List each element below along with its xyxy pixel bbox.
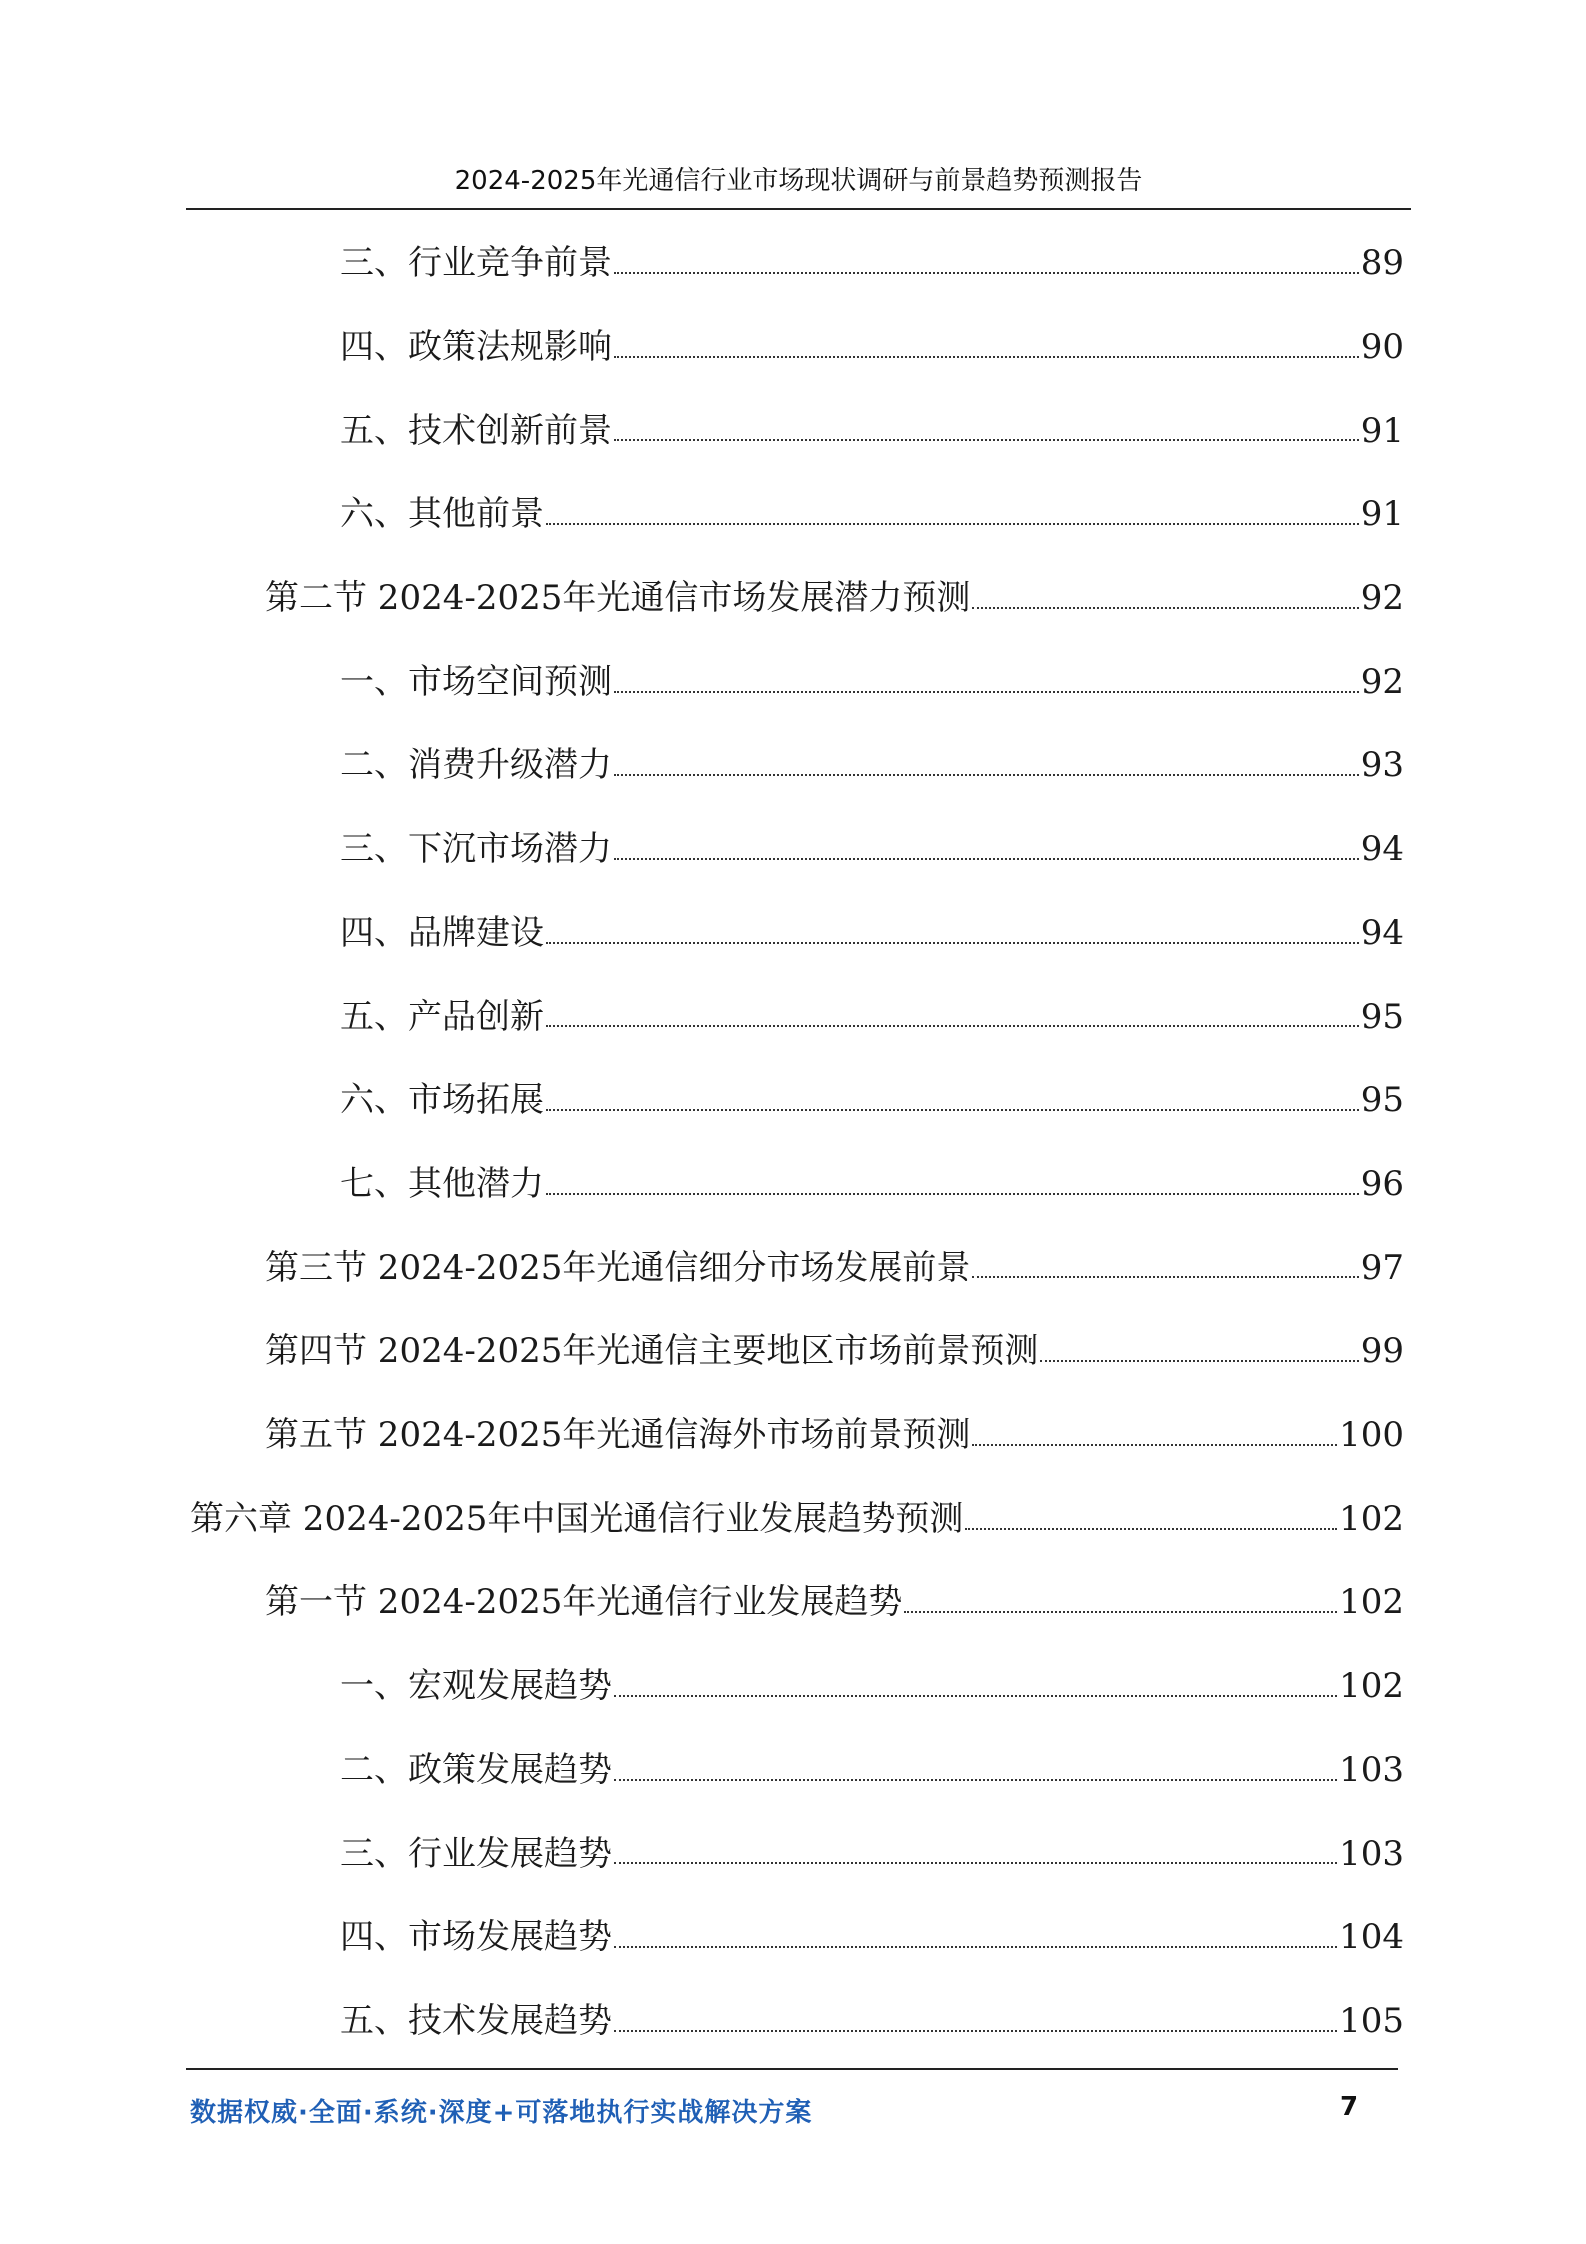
footer-page-number: 7 xyxy=(1340,2092,1359,2122)
toc-entry-page-number: 104 xyxy=(1339,1917,1404,1958)
toc-entry[interactable] xyxy=(340,1908,1404,1958)
toc-entry-label: 六、其他前景 xyxy=(340,494,544,535)
toc-entry-label: 第五节 2024-2025年光通信海外市场前景预测 xyxy=(265,1415,971,1455)
toc-entry-label: 五、技术发展趋势 xyxy=(340,2000,612,2041)
toc-entry[interactable] xyxy=(265,1573,1404,1623)
toc-dot-leader xyxy=(972,607,1358,609)
toc-entry-page-number: 94 xyxy=(1360,912,1404,953)
toc-entry-label: 第四节 2024-2025年光通信主要地区市场前景预测 xyxy=(265,1331,1039,1372)
toc-entry-label: 六、市场拓展 xyxy=(340,1080,544,1121)
toc-entry-page-number: 95 xyxy=(1360,996,1404,1037)
toc-entry[interactable] xyxy=(340,987,1404,1037)
toc-dot-leader xyxy=(614,1946,1337,1948)
toc-dot-leader xyxy=(972,1276,1358,1278)
toc-dot-leader xyxy=(614,1695,1337,1697)
toc-entry[interactable] xyxy=(340,736,1404,786)
toc-dot-leader xyxy=(546,1025,1359,1027)
toc-dot-leader xyxy=(614,1779,1337,1781)
toc-entry-page-number: 92 xyxy=(1360,578,1404,618)
toc-entry-label: 一、宏观发展趋势 xyxy=(340,1666,612,1707)
toc-dot-leader xyxy=(614,858,1359,860)
toc-entry-page-number: 94 xyxy=(1360,829,1404,870)
toc-entry[interactable] xyxy=(340,1657,1404,1707)
toc-entry[interactable] xyxy=(340,904,1404,954)
toc-entry[interactable] xyxy=(340,820,1404,870)
toc-entry-label: 第二节 2024-2025年光通信市场发展潜力预测 xyxy=(265,578,971,618)
toc-entry[interactable] xyxy=(340,234,1404,284)
toc-dot-leader xyxy=(904,1611,1337,1613)
toc-entry-label: 第三节 2024-2025年光通信细分市场发展前景 xyxy=(265,1247,971,1288)
toc-dot-leader xyxy=(972,1444,1337,1446)
toc-entry-label: 四、市场发展趋势 xyxy=(340,1917,612,1958)
toc-entry-label: 一、市场空间预测 xyxy=(340,661,612,702)
toc-entry-label: 第一节 2024-2025年光通信行业发展趋势 xyxy=(265,1582,903,1623)
toc-entry[interactable] xyxy=(340,401,1404,451)
toc-entry-page-number: 99 xyxy=(1360,1331,1404,1372)
toc-entry-page-number: 91 xyxy=(1360,410,1404,451)
toc-dot-leader xyxy=(1040,1360,1358,1362)
toc-entry-page-number: 102 xyxy=(1339,1498,1404,1539)
toc-entry[interactable] xyxy=(340,653,1404,703)
toc-dot-leader xyxy=(546,1109,1359,1111)
toc-entry-label: 三、下沉市场潜力 xyxy=(340,829,612,870)
toc-dot-leader xyxy=(614,774,1359,776)
toc-entry[interactable] xyxy=(265,1322,1404,1372)
toc-entry-page-number: 92 xyxy=(1360,661,1404,702)
toc-dot-leader xyxy=(965,1528,1337,1530)
toc-entry-page-number: 103 xyxy=(1339,1749,1404,1790)
toc-entry-page-number: 89 xyxy=(1360,243,1404,284)
footer-slogan: 数据权威·全面·系统·深度+可落地执行实战解决方案 xyxy=(190,2098,813,2128)
toc-dot-leader xyxy=(546,523,1359,525)
toc-entry-label: 七、其他潜力 xyxy=(340,1163,544,1204)
toc-entry-page-number: 96 xyxy=(1360,1163,1404,1204)
toc-entry-label: 五、技术创新前景 xyxy=(340,410,612,451)
toc-entry-label: 二、消费升级潜力 xyxy=(340,745,612,786)
toc-entry-label: 四、品牌建设 xyxy=(340,912,544,953)
toc-entry[interactable] xyxy=(340,1741,1404,1791)
toc-dot-leader xyxy=(614,272,1359,274)
toc-entry-label: 三、行业竞争前景 xyxy=(340,243,612,284)
toc-dot-leader xyxy=(614,1862,1337,1864)
toc-entry-page-number: 97 xyxy=(1360,1247,1404,1288)
toc-dot-leader xyxy=(546,942,1359,944)
toc-dot-leader xyxy=(614,356,1359,358)
toc-entry[interactable] xyxy=(340,1071,1404,1121)
toc-entry[interactable] xyxy=(340,1155,1404,1205)
toc-entry-label: 二、政策发展趋势 xyxy=(340,1749,612,1790)
toc-entry-label: 三、行业发展趋势 xyxy=(340,1833,612,1874)
toc-entry[interactable] xyxy=(265,569,1404,619)
toc-entry[interactable] xyxy=(265,1406,1404,1456)
toc-entry[interactable] xyxy=(340,1992,1404,2042)
toc-entry-page-number: 102 xyxy=(1339,1666,1404,1707)
toc-dot-leader xyxy=(546,1193,1359,1195)
toc-entry[interactable] xyxy=(340,318,1404,368)
toc-entry[interactable] xyxy=(340,1824,1404,1874)
toc-dot-leader xyxy=(614,439,1359,441)
toc-entry-page-number: 100 xyxy=(1339,1415,1404,1455)
toc-entry[interactable] xyxy=(265,1238,1404,1288)
toc-entry[interactable] xyxy=(190,1490,1404,1540)
page-header-title: 2024-2025年光通信行业市场现状调研与前景趋势预测报告 xyxy=(454,166,1143,196)
toc-entry-label: 四、政策法规影响 xyxy=(340,326,612,367)
toc-entry-page-number: 90 xyxy=(1360,326,1404,367)
toc-dot-leader xyxy=(614,2030,1337,2032)
header-divider xyxy=(186,208,1411,210)
toc-dot-leader xyxy=(614,691,1359,693)
toc-entry-page-number: 103 xyxy=(1339,1833,1404,1874)
toc-entry-page-number: 105 xyxy=(1339,2000,1404,2041)
toc-entry-label: 五、产品创新 xyxy=(340,996,544,1037)
toc-entry-page-number: 93 xyxy=(1360,745,1404,786)
toc-entry-page-number: 102 xyxy=(1339,1582,1404,1623)
toc-entry-page-number: 91 xyxy=(1360,494,1404,535)
footer-divider xyxy=(186,2068,1398,2070)
toc-entry-label: 第六章 2024-2025年中国光通信行业发展趋势预测 xyxy=(190,1498,964,1539)
toc-entry[interactable] xyxy=(340,485,1404,535)
toc-entry-page-number: 95 xyxy=(1360,1080,1404,1121)
